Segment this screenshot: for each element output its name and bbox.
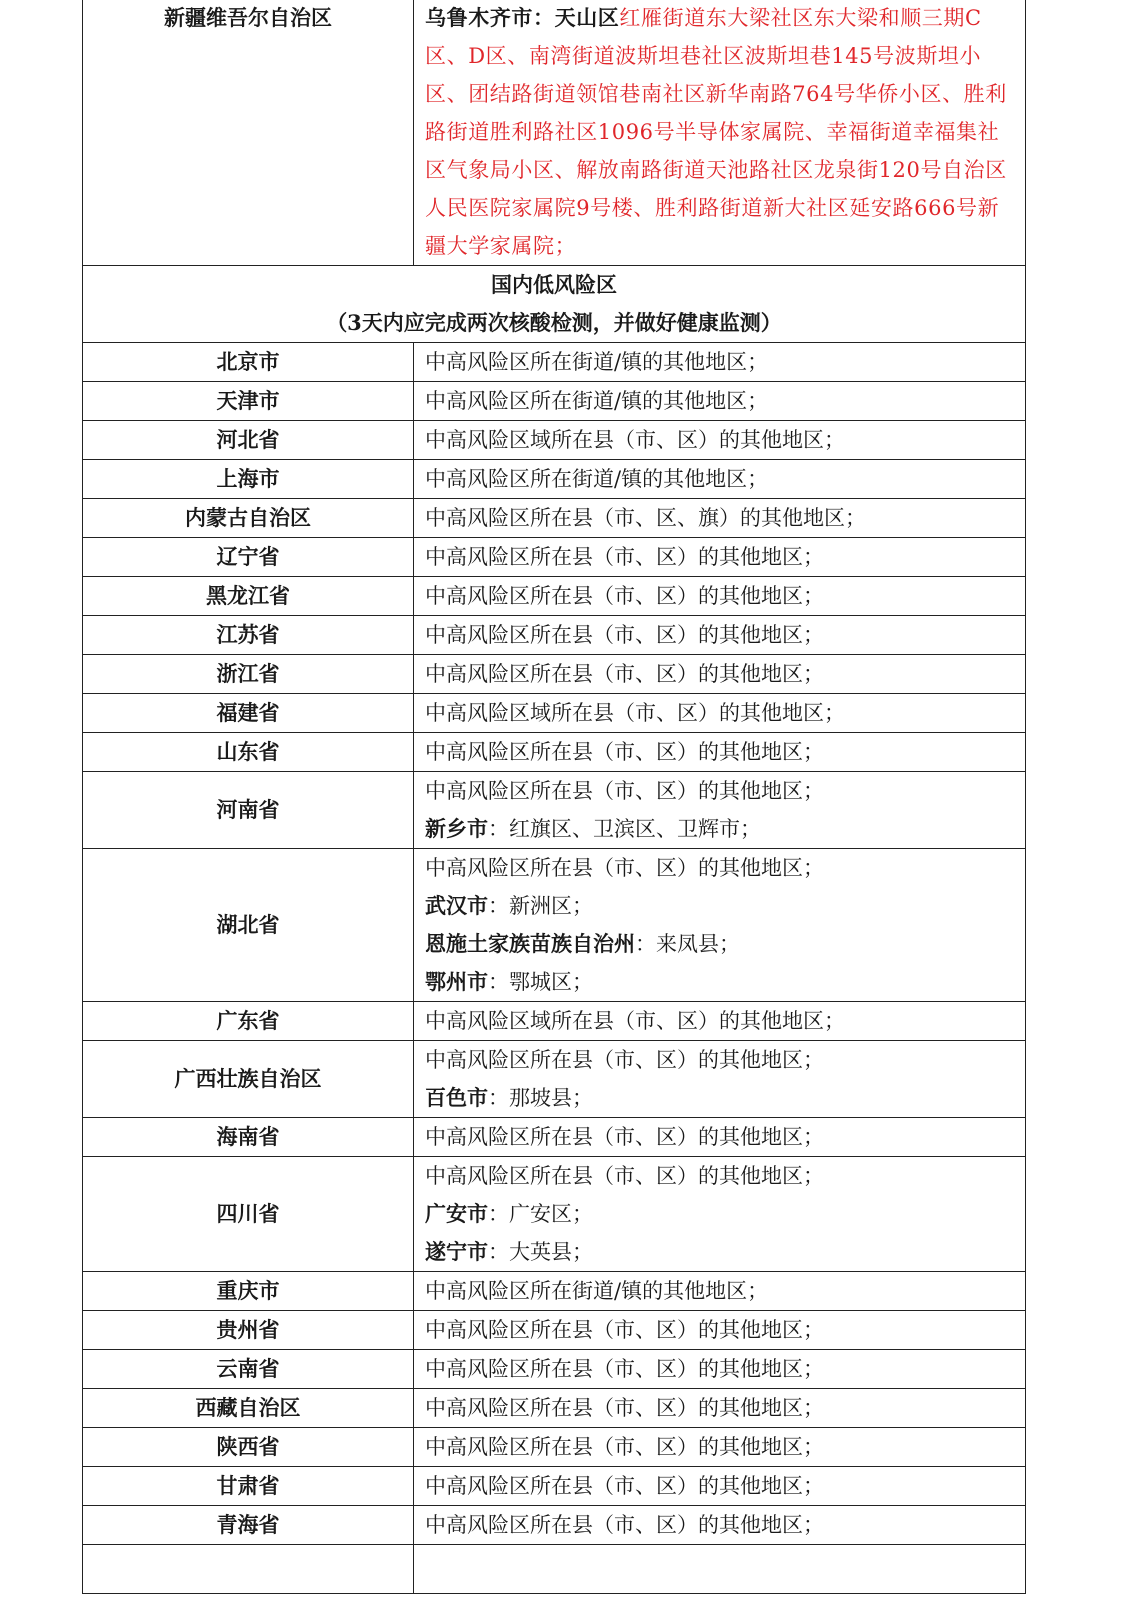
area-line: [425, 382, 1017, 420]
area-line: [425, 1272, 1017, 1310]
area-text: 中高风险区所在街道/镇的其他地区；: [425, 467, 769, 491]
areas-cell: [414, 460, 1026, 499]
table-row: [83, 1272, 1026, 1311]
table-row: [83, 1311, 1026, 1350]
area-line: [425, 1311, 1017, 1349]
area-line: [425, 733, 1017, 771]
area-text: 中高风险区所在县（市、区）的其他地区；: [425, 1048, 824, 1072]
area-text: 中高风险区域所在县（市、区）的其他地区；: [425, 1009, 845, 1033]
region-cell: [83, 1428, 414, 1467]
areas-cell: [414, 1118, 1026, 1157]
areas-cell: [414, 772, 1026, 849]
area-text: 中高风险区所在县（市、区）的其他地区；: [425, 1357, 824, 1381]
area-text: ：鄂城区；: [488, 970, 593, 994]
table-row: [83, 1506, 1026, 1545]
region-cell: [83, 1118, 414, 1157]
region-name: 北京市: [216, 349, 280, 374]
region-name: 甘肃省: [216, 1473, 280, 1498]
region-name: 青海省: [216, 1512, 280, 1537]
area-line: [425, 655, 1017, 693]
city-label: 广安市: [425, 1201, 488, 1226]
table-row-xinjiang: [83, 0, 1026, 266]
area-text: 中高风险区所在县（市、区）的其他地区；: [425, 545, 824, 569]
section-header-row: [83, 266, 1026, 343]
region-cell: [83, 382, 414, 421]
table-row: [83, 655, 1026, 694]
areas-cell: [414, 1311, 1026, 1350]
area-text: 中高风险区所在县（市、区）的其他地区；: [425, 856, 824, 880]
region-cell: [83, 538, 414, 577]
region-name: 西藏自治区: [195, 1395, 301, 1420]
region-name: 广东省: [216, 1008, 280, 1033]
section-title: 国内低风险区: [491, 272, 617, 297]
region-cell: [83, 655, 414, 694]
areas-cell: [414, 0, 1026, 266]
areas-cell: [414, 1428, 1026, 1467]
area-text: ：广安区；: [488, 1202, 593, 1226]
region-cell: [83, 460, 414, 499]
area-text: 中高风险区所在县（市、区）的其他地区；: [425, 779, 824, 803]
areas-cell: [414, 382, 1026, 421]
region-name: 广西壮族自治区: [174, 1066, 322, 1091]
region-name: 湖北省: [216, 912, 280, 937]
area-line: [425, 963, 1017, 1001]
city-label: 百色市: [425, 1085, 488, 1110]
region-cell: [83, 499, 414, 538]
table-row: [83, 733, 1026, 772]
region-name: 山东省: [216, 739, 280, 764]
region-name: 浙江省: [216, 661, 280, 686]
region-cell: [83, 1002, 414, 1041]
region-cell: [83, 1506, 414, 1545]
risk-area-table: [82, 0, 1026, 1594]
area-text: 中高风险区所在街道/镇的其他地区；: [425, 350, 769, 374]
area-line: [425, 1041, 1017, 1079]
region-cell: [83, 1467, 414, 1506]
region-cell: [83, 1311, 414, 1350]
areas-cell: [414, 1002, 1026, 1041]
area-text: 中高风险区所在县（市、区）的其他地区；: [425, 740, 824, 764]
area-line: [425, 1002, 1017, 1040]
empty-cell: [83, 1545, 414, 1594]
region-name: 河北省: [216, 427, 280, 452]
area-text: ：大英县；: [488, 1240, 593, 1264]
table-row: [83, 616, 1026, 655]
area-line: [425, 577, 1017, 615]
area-text: 中高风险区所在县（市、区）的其他地区；: [425, 1318, 824, 1342]
region-cell: [83, 1350, 414, 1389]
city-label: 乌鲁木齐市：天山区: [425, 5, 620, 30]
region-cell: [83, 772, 414, 849]
table-row: [83, 343, 1026, 382]
area-line: [425, 1389, 1017, 1427]
table-row: [83, 1041, 1026, 1118]
table-row: [83, 1389, 1026, 1428]
section-subtitle: （3天内应完成两次核酸检测，并做好健康监测）: [326, 310, 782, 335]
area-text: 中高风险区所在街道/镇的其他地区；: [425, 1279, 769, 1303]
city-label: 恩施土家族苗族自治州: [425, 931, 635, 956]
region-name: 海南省: [216, 1124, 280, 1149]
area-line: [425, 887, 1017, 925]
city-label: 鄂州市: [425, 969, 488, 994]
table-row-empty: [83, 1545, 1026, 1594]
areas-cell: [414, 538, 1026, 577]
table-row: [83, 1002, 1026, 1041]
table-row: [83, 849, 1026, 1002]
area-text: 中高风险区所在县（市、区）的其他地区；: [425, 1435, 824, 1459]
high-risk-areas-text: 红雁街道东大梁社区东大梁和顺三期C区、D区、南湾街道波斯坦巷社区波斯坦巷145号波斯坦小区、团结路街道领馆巷南社区新华南路764号华侨小区、胜利路街道胜利路社区1096号半导体家属院、幸福街道幸福集社区气象局小区、解放南路街道天池路社区龙泉街120号自治区人民医院家属院9号楼、胜利路街道新大社区延安路666号新疆大学家属院；: [425, 6, 1007, 258]
areas-cell: [414, 1272, 1026, 1311]
city-label: 武汉市: [425, 893, 488, 918]
area-line: [425, 1157, 1017, 1195]
table-row: [83, 1350, 1026, 1389]
area-text: 中高风险区所在县（市、区）的其他地区；: [425, 1396, 824, 1420]
table-row: [83, 1428, 1026, 1467]
region-cell: [83, 616, 414, 655]
region-name: 云南省: [216, 1356, 280, 1381]
region-cell: [83, 421, 414, 460]
areas-cell: [414, 733, 1026, 772]
city-label: 遂宁市: [425, 1239, 488, 1264]
areas-cell: [414, 1389, 1026, 1428]
area-text: ：来凤县；: [635, 932, 740, 956]
region-cell: [83, 694, 414, 733]
area-text: 中高风险区所在县（市、区）的其他地区；: [425, 1513, 824, 1537]
areas-cell: [414, 616, 1026, 655]
area-text: 中高风险区所在县（市、区）的其他地区；: [425, 584, 824, 608]
table-row: [83, 421, 1026, 460]
area-line: [425, 849, 1017, 887]
table-row: [83, 382, 1026, 421]
area-line: [425, 810, 1017, 848]
region-name: 贵州省: [216, 1317, 280, 1342]
areas-cell: [414, 343, 1026, 382]
areas-cell: [414, 1467, 1026, 1506]
area-line: [425, 460, 1017, 498]
areas-cell: [414, 577, 1026, 616]
area-text: ：新洲区；: [488, 894, 593, 918]
area-text: 中高风险区所在县（市、区）的其他地区；: [425, 662, 824, 686]
areas-cell: [414, 694, 1026, 733]
region-cell: [83, 0, 414, 266]
region-name: 上海市: [216, 466, 280, 491]
area-line: [425, 421, 1017, 459]
area-line: [425, 1428, 1017, 1466]
area-line: [425, 499, 1017, 537]
region-cell: [83, 849, 414, 1002]
area-line: [425, 538, 1017, 576]
risk-area-table-body: [83, 0, 1026, 1594]
area-text: ：那坡县；: [488, 1086, 593, 1110]
region-name: 黑龙江省: [206, 583, 290, 608]
area-line: [425, 1350, 1017, 1388]
area-line: [425, 1079, 1017, 1117]
area-line: [425, 1506, 1017, 1544]
areas-cell: [414, 421, 1026, 460]
area-line: [425, 1467, 1017, 1505]
area-line: [425, 1118, 1017, 1156]
region-name: 河南省: [216, 797, 280, 822]
region-name: 重庆市: [216, 1278, 280, 1303]
region-name: 江苏省: [216, 622, 280, 647]
area-line: [425, 343, 1017, 381]
area-line: [425, 694, 1017, 732]
area-text: 中高风险区所在街道/镇的其他地区；: [425, 389, 769, 413]
areas-cell: [414, 1506, 1026, 1545]
table-row: [83, 460, 1026, 499]
area-text: 中高风险区所在县（市、区）的其他地区；: [425, 1164, 824, 1188]
region-name: 新疆维吾尔自治区: [164, 5, 332, 30]
area-text: 中高风险区域所在县（市、区）的其他地区；: [425, 701, 845, 725]
area-text: ：红旗区、卫滨区、卫辉市；: [488, 817, 761, 841]
area-line: [425, 1233, 1017, 1271]
areas-cell: [414, 1157, 1026, 1272]
table-row: [83, 538, 1026, 577]
section-header-cell: [83, 266, 1026, 343]
area-line: [425, 772, 1017, 810]
table-row: [83, 1118, 1026, 1157]
region-cell: [83, 1389, 414, 1428]
areas-cell: [414, 499, 1026, 538]
region-name: 四川省: [216, 1201, 280, 1226]
area-text: 中高风险区所在县（市、区）的其他地区；: [425, 1474, 824, 1498]
table-row: [83, 772, 1026, 849]
region-name: 内蒙古自治区: [185, 505, 311, 530]
region-cell: [83, 343, 414, 382]
empty-cell: [414, 1545, 1026, 1594]
region-name: 陕西省: [216, 1434, 280, 1459]
region-name: 天津市: [216, 388, 280, 413]
region-name: 辽宁省: [216, 544, 280, 569]
areas-cell: [414, 1350, 1026, 1389]
table-row: [83, 499, 1026, 538]
region-cell: [83, 1041, 414, 1118]
region-name: 福建省: [216, 700, 280, 725]
area-line: [425, 616, 1017, 654]
area-text: 中高风险区所在县（市、区、旗）的其他地区；: [425, 506, 866, 530]
area-line: [425, 1195, 1017, 1233]
city-label: 新乡市: [425, 816, 488, 841]
areas-cell: [414, 655, 1026, 694]
region-cell: [83, 577, 414, 616]
area-line: [425, 925, 1017, 963]
table-row: [83, 577, 1026, 616]
area-text: 中高风险区所在县（市、区）的其他地区；: [425, 623, 824, 647]
area-text: 中高风险区所在县（市、区）的其他地区；: [425, 1125, 824, 1149]
region-cell: [83, 733, 414, 772]
areas-cell: [414, 1041, 1026, 1118]
table-row: [83, 1157, 1026, 1272]
table-row: [83, 1467, 1026, 1506]
areas-cell: [414, 849, 1026, 1002]
table-row: [83, 694, 1026, 733]
region-cell: [83, 1157, 414, 1272]
region-cell: [83, 1272, 414, 1311]
area-text: 中高风险区域所在县（市、区）的其他地区；: [425, 428, 845, 452]
